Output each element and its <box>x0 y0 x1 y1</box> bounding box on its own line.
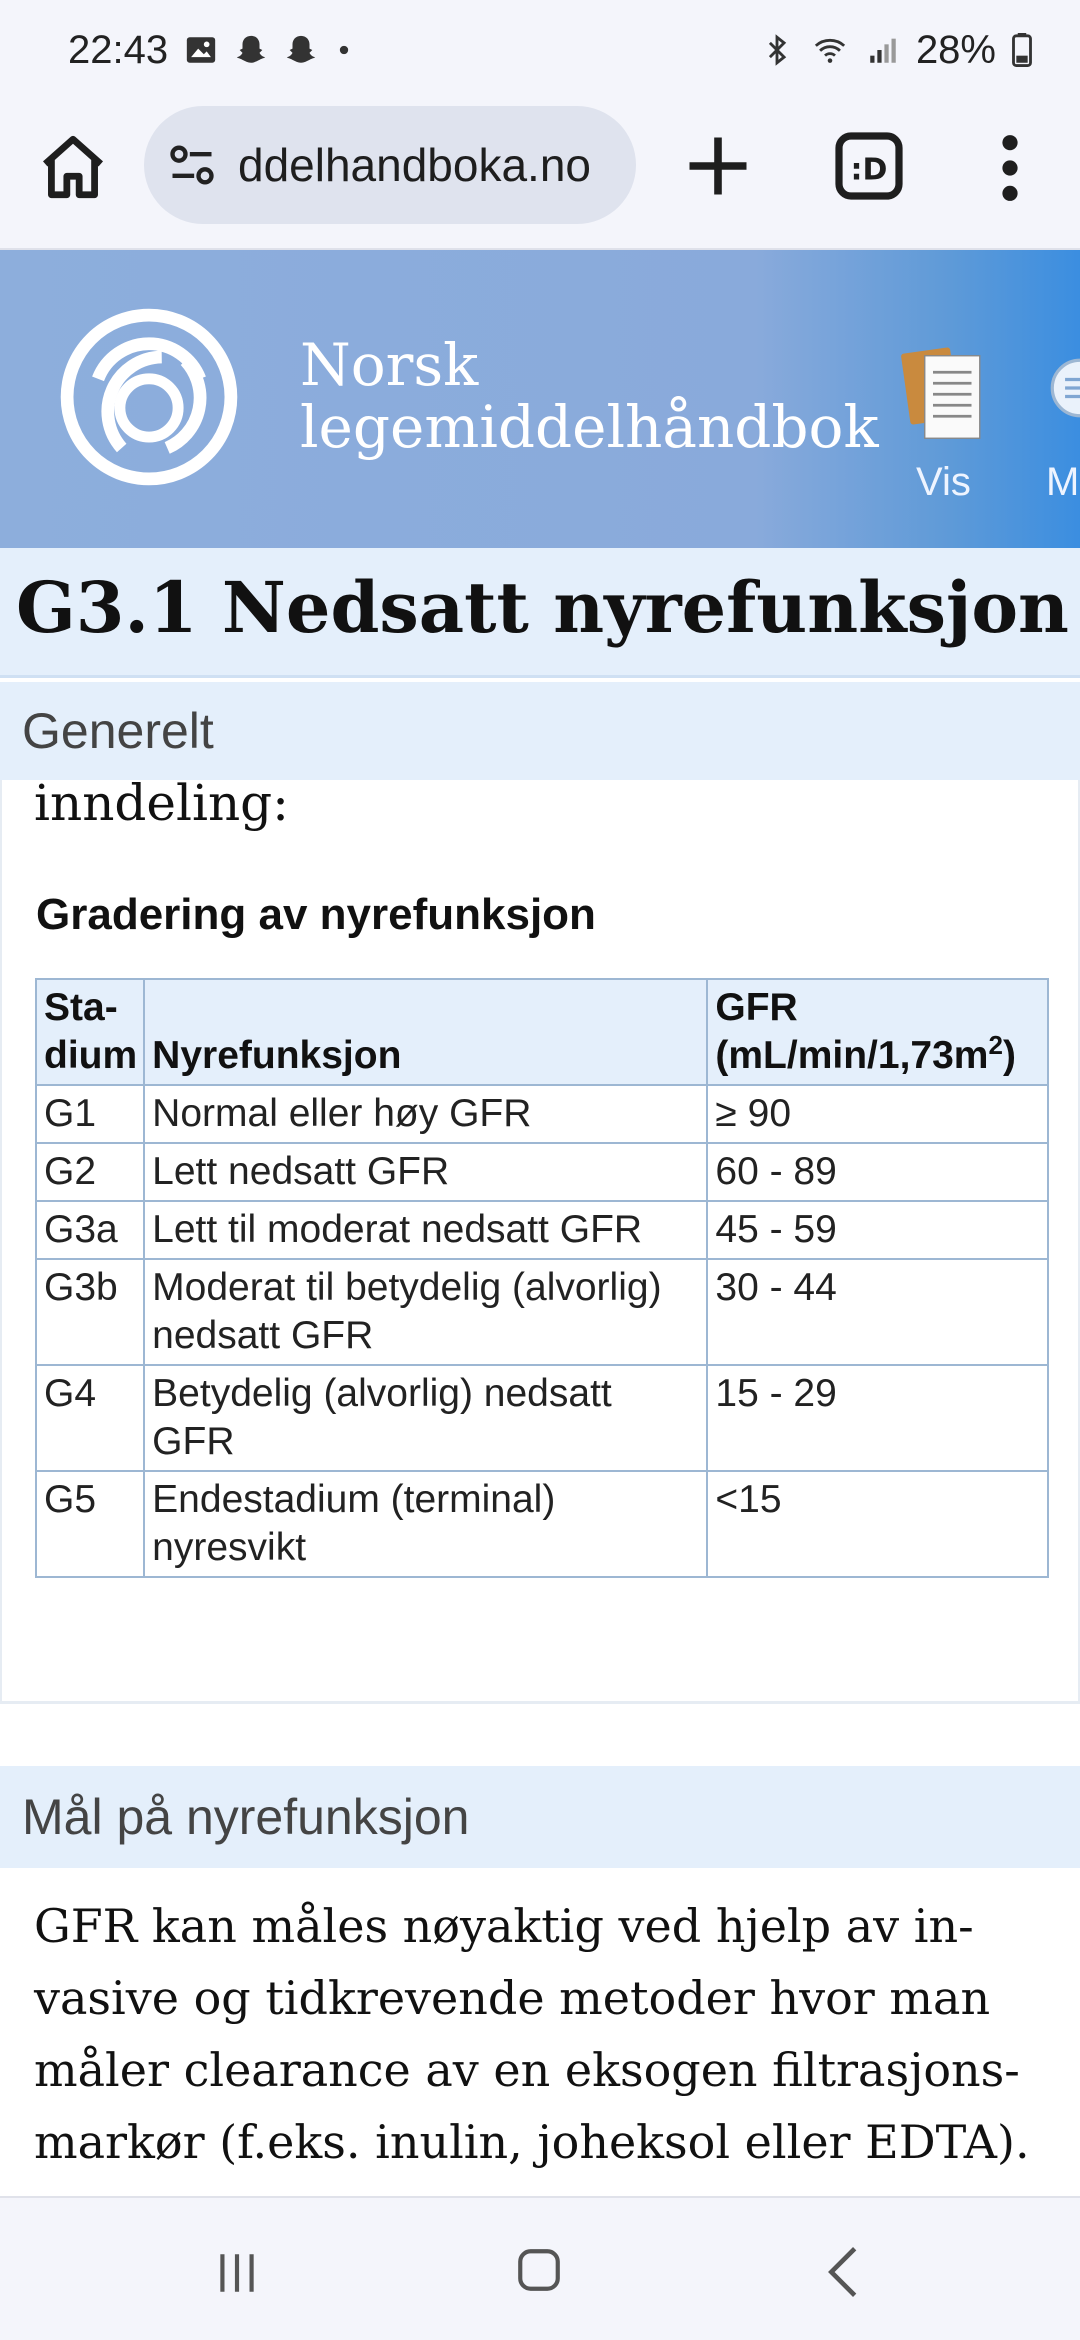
brand-line2: legemiddelhåndbok <box>300 393 879 461</box>
table-row <box>36 1365 1048 1471</box>
status-right <box>760 28 1032 73</box>
menu-m-button[interactable] <box>1044 342 1080 512</box>
site-settings-icon[interactable] <box>166 139 218 191</box>
cell-stadium: G2 <box>36 1143 144 1201</box>
cell-stadium: G4 <box>36 1365 144 1471</box>
cell-gfr: 30 - 44 <box>707 1259 1048 1365</box>
cell-nyrefunksjon: Normal eller høy GFR <box>144 1085 707 1143</box>
header-nyrefunksjon: Nyrefunksjon <box>144 979 707 1085</box>
generelt-content <box>0 774 1080 1704</box>
cell-nyrefunksjon: Betydelig (alvorlig) nedsatt GFR <box>144 1365 707 1471</box>
signal-icon <box>866 33 900 67</box>
table-header-row <box>36 979 1048 1085</box>
cell-stadium: G3b <box>36 1259 144 1365</box>
snapchat-icon <box>234 33 268 67</box>
back-icon[interactable] <box>826 2244 860 2300</box>
browser-toolbar <box>0 100 1080 250</box>
bluetooth-icon <box>760 33 794 67</box>
brand-line1: Norsk <box>300 331 479 399</box>
vis-label: Vis <box>916 460 971 504</box>
tab-badge: :D <box>850 152 888 188</box>
url-bar[interactable] <box>144 106 636 224</box>
wifi-icon <box>810 33 850 67</box>
table-row <box>36 1143 1048 1201</box>
site-logo-icon[interactable] <box>58 306 240 488</box>
gfr-table <box>35 978 1049 1578</box>
site-header <box>0 250 1080 548</box>
system-nav-bar <box>0 2196 1080 2340</box>
section-header-generelt[interactable] <box>0 682 1080 780</box>
battery-icon <box>1012 33 1032 67</box>
header-gfr-line2: (mL/min/1,73m <box>715 1034 989 1077</box>
home-icon[interactable] <box>36 130 110 204</box>
table-row <box>36 1259 1048 1365</box>
cell-stadium: G1 <box>36 1085 144 1143</box>
cell-gfr: <15 <box>707 1471 1048 1577</box>
header-stadium-line1: Sta- <box>44 986 118 1029</box>
cell-nyrefunksjon: Lett til moderat nedsatt GFR <box>144 1201 707 1259</box>
maal-paragraph: GFR kan måles nøyaktig ved hjelp av invasive og tidkrevende metoder hvor man måler clearance av en eksogen filtrasjonsmarkør (f.eks. inulin, joheksol eller EDTA). <box>34 1899 1030 2169</box>
gallery-icon <box>184 33 218 67</box>
status-left <box>68 28 354 73</box>
cell-gfr: 15 - 29 <box>707 1365 1048 1471</box>
title-bar <box>0 548 1080 678</box>
section-title-maal: Mål på nyrefunksjon <box>22 1789 470 1845</box>
section-title-generelt: Generelt <box>22 703 214 759</box>
url-text[interactable]: ddelhandboka.no <box>238 139 591 191</box>
new-tab-icon[interactable] <box>680 128 756 204</box>
vis-button[interactable] <box>894 342 1004 512</box>
cell-gfr: 60 - 89 <box>707 1143 1048 1201</box>
cell-stadium: G3a <box>36 1201 144 1259</box>
m-label: M <box>1046 460 1080 504</box>
cell-nyrefunksjon: Lett nedsatt GFR <box>144 1143 707 1201</box>
menu-circle-icon <box>1048 356 1080 420</box>
nav-home-icon[interactable] <box>514 2244 564 2296</box>
battery-text: 28% <box>915 27 996 72</box>
site-brand[interactable] <box>300 331 879 461</box>
page-title: G3.1 Nedsatt nyrefunksjon <box>16 566 1069 649</box>
header-stadium-line2: dium <box>44 1034 138 1077</box>
table-row <box>36 1085 1048 1143</box>
cell-gfr: 45 - 59 <box>707 1201 1048 1259</box>
cell-stadium: G5 <box>36 1471 144 1577</box>
table-row <box>36 1201 1048 1259</box>
status-bar <box>0 0 1080 100</box>
document-icon <box>898 342 990 452</box>
header-gfr-sup: 2 <box>988 1030 1003 1060</box>
recents-icon[interactable] <box>212 2248 262 2298</box>
partial-text: inndeling: <box>34 774 290 832</box>
cell-nyrefunksjon: Moderat til betydelig (alvorlig) nedsatt GFR <box>144 1259 707 1365</box>
section-header-maal[interactable] <box>0 1766 1080 1868</box>
more-menu-icon[interactable] <box>990 130 1030 206</box>
cell-gfr: ≥ 90 <box>707 1085 1048 1143</box>
header-gfr-close: ) <box>1002 1034 1016 1077</box>
table-heading: Gradering av nyrefunksjon <box>36 890 596 939</box>
header-stadium <box>36 979 144 1085</box>
tab-switcher-icon[interactable] <box>832 130 906 202</box>
snapchat-icon <box>284 33 318 67</box>
header-gfr-line1: GFR <box>715 986 798 1029</box>
dot-icon <box>334 33 354 67</box>
table-row <box>36 1471 1048 1577</box>
header-gfr <box>707 979 1048 1085</box>
status-time: 22:43 <box>68 27 169 72</box>
cell-nyrefunksjon: Endestadium (terminal) nyresvikt <box>144 1471 707 1577</box>
